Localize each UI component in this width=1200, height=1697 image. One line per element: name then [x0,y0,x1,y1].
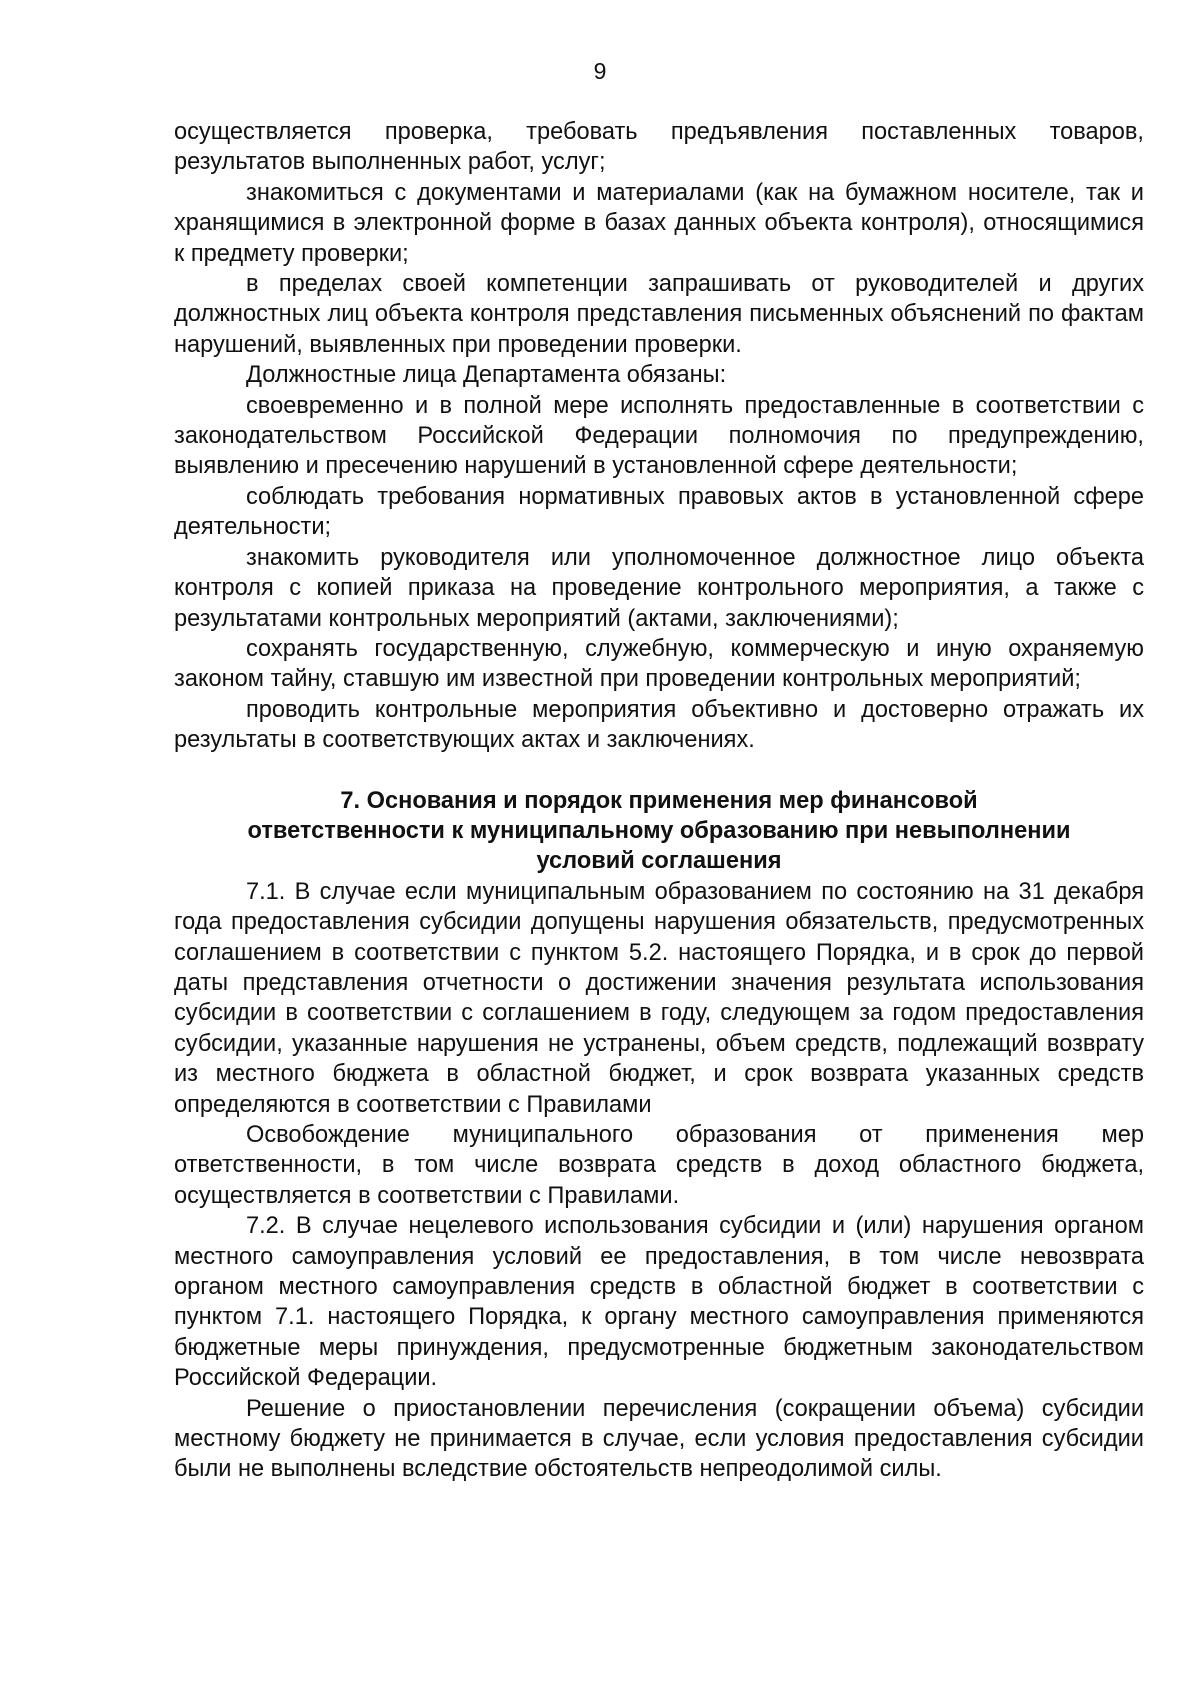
paragraph: осуществляется проверка, требовать предъявления поставленных товаров, результатов выполненных работ, услуг; [174,119,1144,176]
paragraph: знакомиться с документами и материалами (как на бумажном носителе, так и хранящимися в электронной форме в базах данных объекта контроля), относящимися к предмету проверки; [174,179,1144,267]
section-title-line: ответственности к муниципальному образованию при невыполнении [247,817,1071,844]
paragraph: соблюдать требования нормативных правовых актов в установленной сфере деятельности; [174,483,1144,541]
document-body [174,117,1144,1485]
paragraph: сохранять государственную, служебную, коммерческую и иную охраняемую законом тайну, ставшую им известной при проведении контрольных мероприятий; [174,635,1144,693]
paragraph: в пределах своей компетенции запрашивать от руководителей и других должностных лиц объекта контроля представления письменных объяснений по фактам нарушений, выявленных при проведении проверки. [174,271,1144,358]
paragraph: Освобождение муниципального образования от применения мер ответственности, в том числе возврата средств в доход областного бюджета, осуществляется в соответствии с Правилами. [174,1122,1144,1209]
section-title [174,786,1144,877]
paragraph: Должностные лица Департамента обязаны: [246,362,727,389]
paragraph: 7.1. В случае если муниципальным образованием по состоянию на 31 декабря года предоставления субсидии допущены нарушения обязательств, предусмотренных соглашением в соответствии с пунктом 5.2. настоящего Порядка, и в срок до первой даты представления отчетности о достижении значения результата использования субсидии в соответствии с соглашением в году, следующем за годом предоставления субсидии, указанные нарушения не устранены, объем средств, подлежащий возврату из местного бюджета в областной бюджет, и срок возврата указанных средств определяются в соответствии с Правилами [174,878,1144,1118]
paragraph: 7.2. В случае нецелевого использования субсидии и (или) нарушения органом местного самоуправления условий ее предоставления, в том числе невозврата органом местного самоуправления средств в областной бюджет в соответствии с пунктом 7.1. настоящего Порядка, к органу местного самоуправления применяются бюджетные меры принуждения, предусмотренные бюджетным законодательством Российской Федерации. [174,1213,1144,1392]
section-title-line: условий соглашения [536,848,782,875]
paragraph: Решение о приостановлении перечисления (сокращении объема) субсидии местному бюджету не принимается в случае, если условия предоставления субсидии были не выполнены вследствие обстоятельств непреодолимой силы. [174,1395,1144,1483]
paragraph: знакомить руководителя или уполномоченное должностное лицо объекта контроля с копией приказа на проведение контрольного мероприятия, а также с результатами контрольных мероприятий (актами, заключениями); [174,544,1144,632]
page-number: 9 [593,58,607,84]
section-title-line: 7. Основания и порядок применения мер финансовой [340,787,978,814]
paragraph: своевременно и в полной мере исполнять предоставленные в соответствии с законодательством Российской Федерации полномочия по предупреждению, выявлению и пресечению нарушений в установленной сфере деятельности; [174,392,1144,480]
paragraph: проводить контрольные мероприятия объективно и достоверно отражать их результаты в соответствующих актах и заключениях. [174,696,1144,754]
